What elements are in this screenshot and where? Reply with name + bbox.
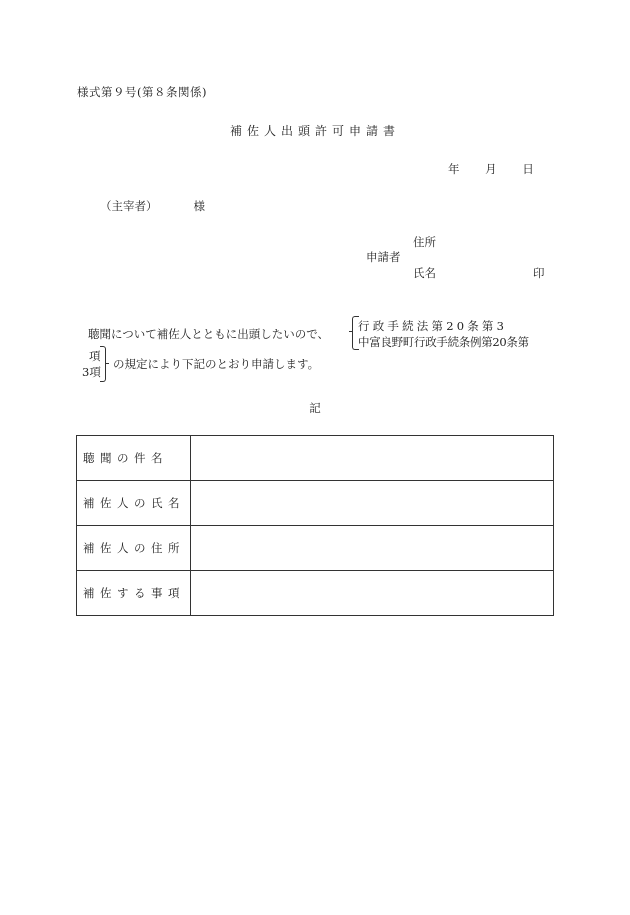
ki-heading: 記 <box>309 401 321 415</box>
law-reference-1: 行政手続法第20条第3 <box>358 319 508 333</box>
request-text-line2: の規定により下記のとおり申請します。 <box>113 357 320 371</box>
row-label: 聴聞の件名 <box>77 436 191 481</box>
table-row <box>77 436 554 481</box>
table-row <box>77 526 554 571</box>
applicant-name-label: 氏名 <box>413 266 436 280</box>
law-reference-2: 中富良野町行政手続条例第20条第 <box>358 335 529 349</box>
law-reference-bracket-right <box>100 346 106 382</box>
table-row <box>77 481 554 526</box>
addressee-honorific: 様 <box>193 199 205 213</box>
row-value-field[interactable] <box>191 526 554 571</box>
addressee <box>100 198 205 214</box>
row-label: 補佐人の住所 <box>77 526 191 571</box>
row-value-field[interactable] <box>191 436 554 481</box>
date-day: 日 <box>522 162 534 176</box>
details-table <box>76 435 554 616</box>
row-value-field[interactable] <box>191 481 554 526</box>
date-month: 月 <box>485 162 497 176</box>
date-line <box>448 161 534 177</box>
applicant-label: 申請者 <box>366 250 401 264</box>
date-year: 年 <box>448 162 460 176</box>
clause-2: 3項 <box>82 365 101 379</box>
clause-1: 項 <box>89 349 101 363</box>
seal-mark: 印 <box>533 266 545 280</box>
addressee-host: （主宰者） <box>100 199 158 213</box>
form-number: 様式第９号(第８条関係) <box>77 85 207 99</box>
applicant-address-label: 住所 <box>413 235 436 249</box>
table-row <box>77 571 554 616</box>
request-text-line1: 聴聞について補佐人とともに出頭したいので、 <box>88 327 330 341</box>
document-title: 補佐人出頭許可申請書 <box>229 124 400 138</box>
row-value-field[interactable] <box>191 571 554 616</box>
row-label: 補佐する事項 <box>77 571 191 616</box>
row-label: 補佐人の氏名 <box>77 481 191 526</box>
